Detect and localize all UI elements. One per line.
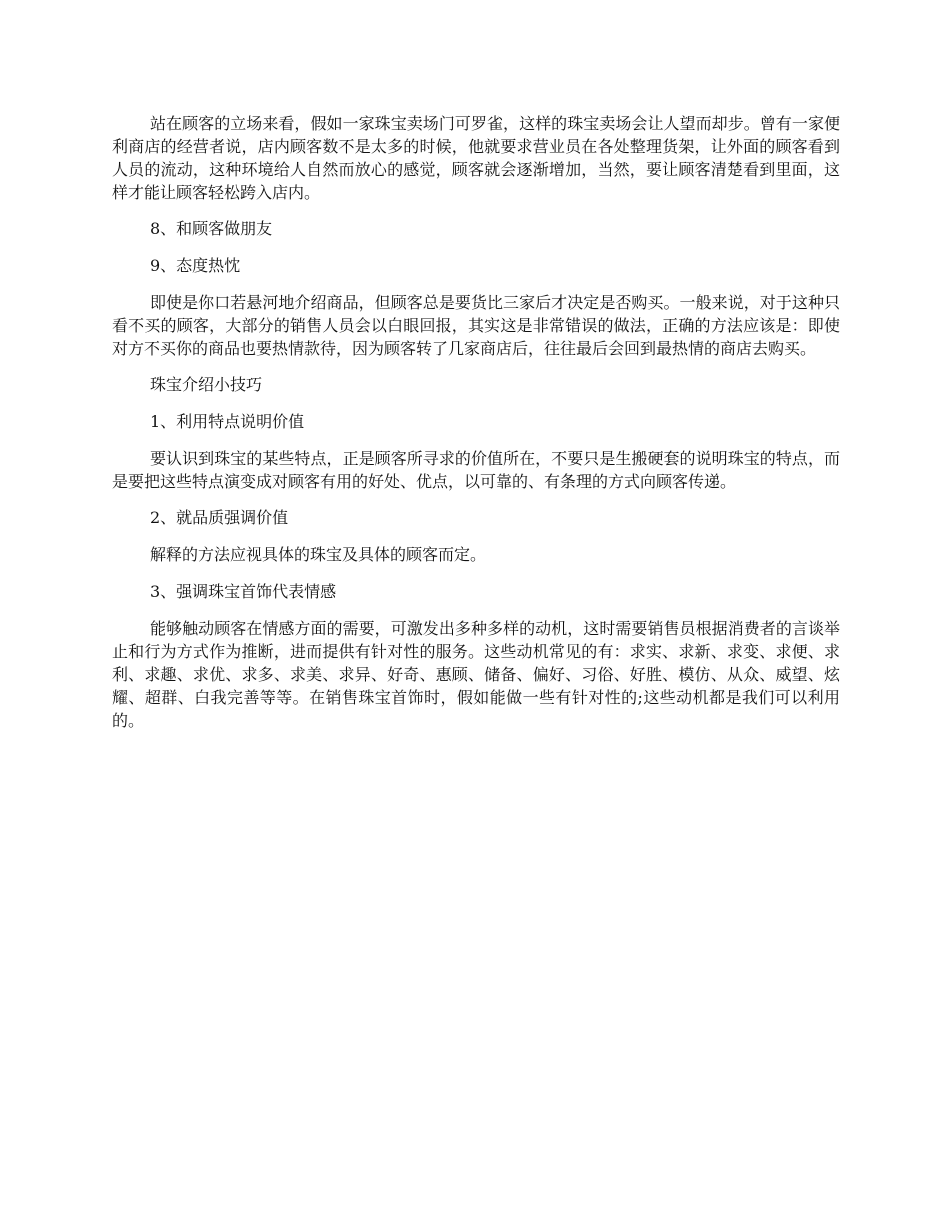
section-heading: 8、和顾客做朋友 [150, 219, 273, 238]
paragraph: 站在顾客的立场来看，假如一家珠宝卖场门可罗雀，这样的珠宝卖场会让人望而却步。曾有一家便利商店的经营者说，店内顾客数不是太多的时候，他就要求营业员在各处整理货架，让外面的顾客看到人员的流动，这种环境给人自然而放心的感觉，顾客就会逐渐增加，当然，要让顾客清楚看到里面，这样才能让顾客轻松跨入店内。 [112, 114, 840, 202]
section-heading: 珠宝介绍小技巧 [150, 375, 263, 394]
section-heading: 2、就品质强调价值 [150, 508, 289, 527]
paragraph: 解释的方法应视具体的珠宝及具体的顾客而定。 [150, 545, 487, 564]
section-heading: 3、强调珠宝首饰代表情感 [150, 582, 337, 601]
section-heading: 9、态度热忱 [150, 256, 241, 275]
document-body [112, 112, 840, 745]
section-heading: 1、利用特点说明价值 [150, 412, 305, 431]
paragraph: 要认识到珠宝的某些特点，正是顾客所寻求的价值所在，不要只是生搬硬套的说明珠宝的特点，而是要把这些特点演变成对顾客有用的好处、优点，以可靠的、有条理的方式向顾客传递。 [112, 449, 840, 491]
paragraph: 能够触动顾客在情感方面的需要，可激发出多种多样的动机，这时需要销售员根据消费者的言谈举止和行为方式作为推断，进而提供有针对性的服务。这些动机常见的有：求实、求新、求变、求便、求利、求趣、求优、求多、求美、求异、好奇、惠顾、储备、偏好、习俗、好胜、模仿、从众、威望、炫耀、超群、白我完善等等。在销售珠宝首饰时，假如能做一些有针对性的;这些动机都是我们可以利用的。 [112, 619, 840, 730]
paragraph: 即使是你口若悬河地介绍商品，但顾客总是要货比三家后才决定是否购买。一般来说，对于这种只看不买的顾客，大部分的销售人员会以白眼回报，其实这是非常错误的做法，正确的方法应该是：即使对方不买你的商品也要热情款待，因为顾客转了几家商店后，往往最后会回到最热情的商店去购买。 [112, 293, 840, 358]
